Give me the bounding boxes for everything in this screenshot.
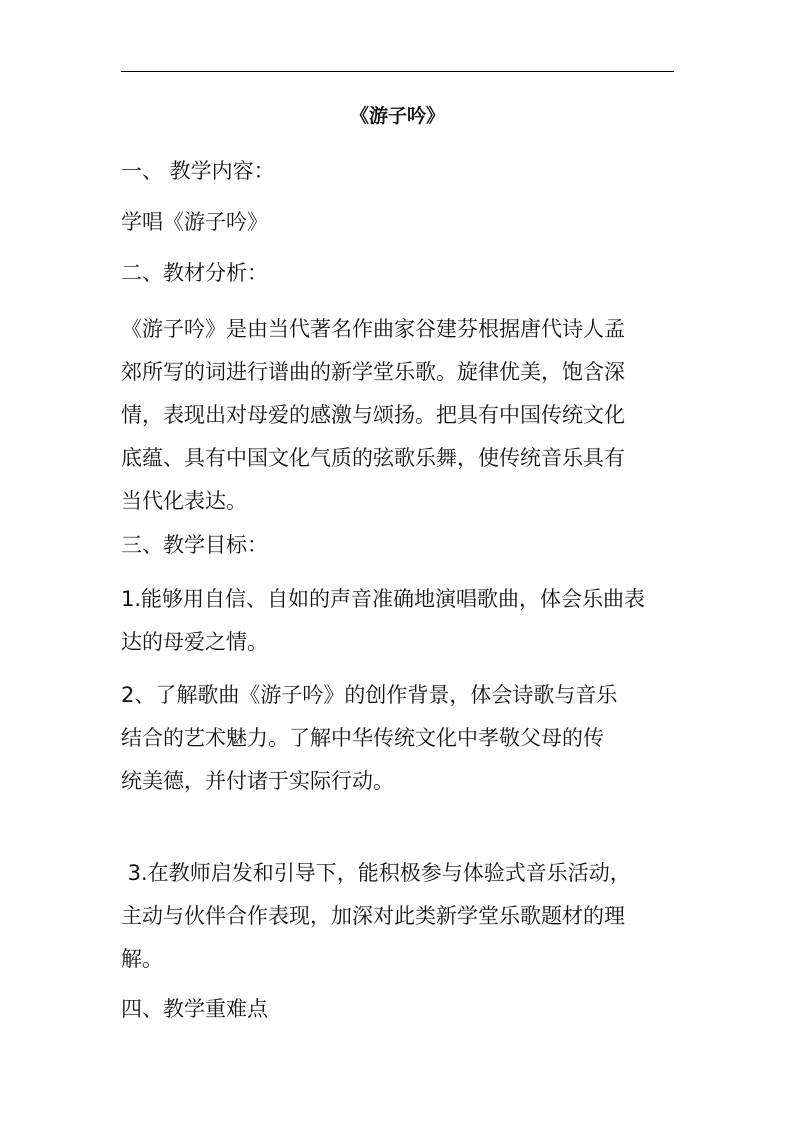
goal-line: 达的母爱之情。 xyxy=(121,630,268,654)
goal-1-paragraph xyxy=(121,578,674,664)
goal-line: 统美德，并付诸于实际行动。 xyxy=(121,769,394,793)
goal-2-paragraph xyxy=(121,674,674,803)
goal-line: 解。 xyxy=(121,947,163,971)
teaching-content-text: 学唱《游子吟》 xyxy=(121,210,268,234)
goal-line: 1.能够用自信、自如的声音准确地演唱歌曲，体会乐曲表 xyxy=(121,587,646,611)
analysis-line: 当代化表达。 xyxy=(121,489,247,513)
goal-line: 3.在教师启发和引导下，能积极参与体验式音乐活动， xyxy=(121,861,631,885)
section-heading-content: 一、 教学内容： xyxy=(121,159,275,183)
analysis-paragraph xyxy=(121,308,674,523)
analysis-line: 底蕴、具有中国文化气质的弦歌乐舞，使传统音乐具有 xyxy=(121,446,625,470)
analysis-line: 《游子吟》是由当代著名作曲家谷建芬根据唐代诗人孟 xyxy=(121,317,625,341)
section-heading-key-points: 四、教学重难点 xyxy=(121,997,268,1021)
goal-line: 结合的艺术魅力。了解中华传统文化中孝敬父母的传 xyxy=(121,726,604,750)
header-rule xyxy=(121,71,674,72)
goal-3-paragraph xyxy=(121,852,674,981)
section-heading-goals: 三、教学目标： xyxy=(121,533,268,557)
analysis-line: 情，表现出对母爱的感激与颂扬。把具有中国传统文化 xyxy=(121,403,625,427)
section-heading-analysis: 二、教材分析： xyxy=(121,261,268,285)
document-title: 《游子吟》 xyxy=(349,105,445,127)
goal-line: 2、了解歌曲《游子吟》的创作背景，体会诗歌与音乐 xyxy=(121,683,618,707)
goal-line: 主动与伙伴合作表现，加深对此类新学堂乐歌题材的理 xyxy=(121,904,625,928)
analysis-line: 郊所写的词进行谱曲的新学堂乐歌。旋律优美，饱含深 xyxy=(121,360,625,384)
